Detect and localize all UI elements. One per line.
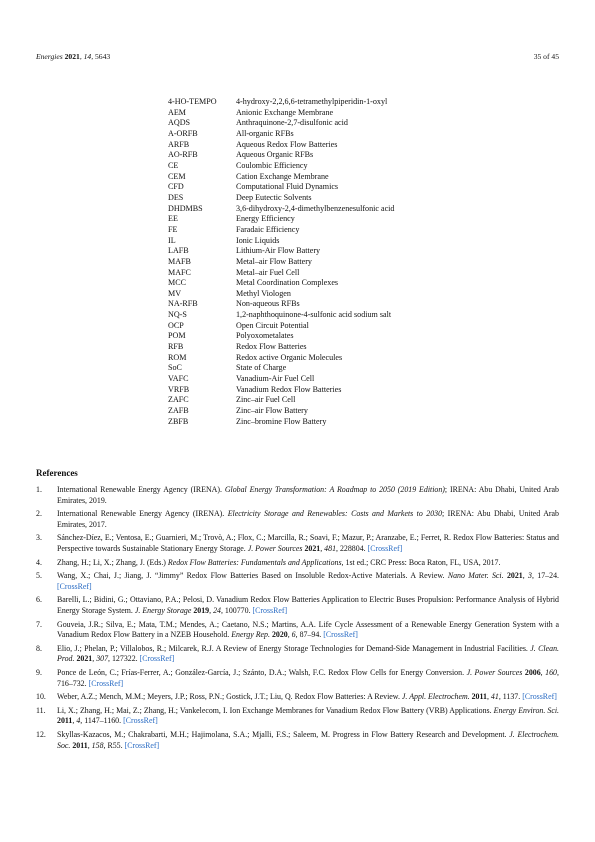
reference-text (57, 620, 559, 641)
abbreviation-row (168, 353, 394, 364)
journal-volume: 14 (83, 52, 92, 61)
reference-item (36, 533, 559, 554)
abbreviation-definition: 4-hydroxy-2,2,6,6-tetramethylpiperidin-1-oxyl (236, 97, 388, 106)
reference-source: 307 (96, 654, 109, 664)
abbreviation-term: AO-RFB (168, 150, 198, 160)
abbreviation-term: DHDMBS (168, 203, 203, 213)
reference-item (36, 620, 559, 641)
crossref-link[interactable]: [CrossRef] (139, 654, 175, 664)
abbreviation-row (168, 97, 394, 108)
abbreviation-definition: Metal Coordination Complexes (236, 278, 339, 288)
reference-text (57, 595, 559, 616)
reference-year: 2011 (471, 692, 487, 702)
abbreviation-definition: Non-aqueous RFBs (236, 299, 300, 309)
reference-source: Nano Mater. Sci. (447, 571, 504, 581)
article-number: 5643 (95, 52, 111, 61)
reference-fragment: , (287, 630, 292, 640)
abbreviation-definition: Metal–air Flow Battery (236, 256, 312, 266)
reference-fragment: ; IRENA: Abu Dhabi, United Arab Emirates, 2019. (57, 485, 560, 505)
abbreviation-row (168, 204, 394, 215)
crossref-link[interactable]: [CrossRef] (522, 692, 557, 702)
abbreviation-term: VRFB (168, 384, 190, 394)
abbreviation-row (168, 214, 394, 225)
abbreviation-row (168, 363, 394, 374)
abbreviation-row (168, 172, 394, 183)
reference-fragment: , (209, 605, 214, 615)
reference-fragment: Wang, X.; Chai, J.; Jiang, J. “Jimmy” Redox Flow Batteries Based on Insoluble Redox-Active Materials. A Review. (57, 571, 448, 581)
journal-year: 2021 (64, 52, 80, 61)
abbreviation-row (168, 257, 394, 268)
abbreviation-definition: Redox active Organic Molecules (236, 352, 343, 362)
abbreviation-term: A-ORFB (168, 128, 198, 138)
abbreviation-row (168, 374, 394, 385)
reference-fragment: Zhang, H.; Li, X.; Zhang, J. (Eds.) (57, 557, 168, 567)
reference-year: 2019 (193, 605, 210, 615)
reference-source: 3 (528, 571, 532, 581)
reference-text (57, 706, 559, 727)
reference-fragment: , 17–24. (531, 571, 559, 581)
reference-item (36, 706, 559, 727)
abbreviation-term: MCC (168, 278, 186, 288)
abbreviation-term: CE (168, 160, 179, 170)
reference-item (36, 558, 559, 569)
reference-fragment: , (72, 716, 77, 726)
reference-fragment: , 228804. (336, 543, 368, 553)
abbreviation-definition: Lithium-Air Flow Battery (236, 246, 321, 256)
abbreviation-term: CFD (168, 182, 184, 192)
reference-year: 2021 (506, 571, 523, 581)
reference-source: J. Energy Storage (134, 605, 192, 615)
abbreviation-term: AQDS (168, 118, 191, 128)
reference-source: 481 (324, 543, 337, 553)
references-list (36, 485, 559, 754)
reference-item (36, 571, 559, 592)
reference-text (57, 730, 559, 751)
abbreviation-term: RFB (168, 342, 184, 352)
reference-number: 3. (36, 533, 42, 543)
reference-fragment: , (320, 543, 325, 553)
reference-source: Redox Flow Batteries: Fundamentals and Applications (167, 557, 342, 567)
reference-number: 7. (36, 619, 42, 629)
journal-name: Energies (36, 52, 63, 61)
abbreviation-row (168, 118, 394, 129)
crossref-link[interactable]: [CrossRef] (57, 581, 92, 591)
abbreviation-term: LAFB (168, 246, 189, 256)
reference-source: J. Power Sources (247, 543, 303, 553)
abbreviation-row (168, 129, 394, 140)
reference-source: 6 (291, 630, 296, 640)
reference-fragment: Weber, A.Z.; Mench, M.M.; Meyers, J.P.; Ross, P.N.; Gostick, J.T.; Liu, Q. Redox Flow Batteries: A Review. (57, 692, 402, 702)
abbreviation-definition: Ionic Liquids (236, 235, 280, 245)
crossref-link[interactable]: [CrossRef] (367, 543, 403, 553)
reference-item (36, 485, 559, 506)
abbreviation-term: MV (168, 288, 182, 298)
reference-text (57, 485, 559, 506)
reference-year: 2006 (524, 668, 541, 677)
abbreviation-term: VAFC (168, 374, 189, 384)
reference-source: Electricity Storage and Renewables: Costs and Markets to 2030 (227, 509, 443, 519)
abbreviation-definition: Anthraquinone-2,7-disulfonic acid (236, 118, 348, 128)
abbreviation-term: SoC (168, 363, 182, 373)
reference-fragment: International Renewable Energy Agency (IRENA). (57, 485, 225, 494)
abbreviation-definition: Vanadium Redox Flow Batteries (236, 384, 342, 394)
reference-number: 1. (36, 485, 42, 494)
reference-text (57, 533, 559, 554)
abbreviation-term: ZBFB (168, 416, 189, 426)
reference-number: 10. (36, 692, 46, 702)
crossref-link[interactable]: [CrossRef] (252, 605, 288, 615)
reference-text (57, 558, 559, 569)
abbreviation-definition: Metal–air Fuel Cell (236, 267, 300, 277)
reference-source: 158 (91, 740, 104, 750)
reference-fragment: , (522, 571, 529, 581)
abbreviation-row (168, 321, 394, 332)
reference-number: 12. (36, 730, 46, 740)
abbreviation-row (168, 225, 394, 236)
reference-year: 2011 (72, 740, 88, 750)
reference-number: 8. (36, 643, 42, 653)
reference-source: J. Clean. Prod. (57, 643, 559, 664)
abbreviation-term: ROM (168, 352, 187, 362)
reference-source: 24 (213, 605, 221, 615)
abbreviation-definition: Open Circuit Potential (236, 320, 309, 330)
reference-text (57, 644, 559, 665)
abbreviation-term: OCP (168, 320, 184, 330)
abbreviation-definition: Aqueous Organic RFBs (236, 150, 314, 160)
reference-source: Energy Rep. (231, 630, 270, 640)
reference-fragment: Sánchez-Díez, E.; Ventosa, E.; Guarnieri, M.; Trovò, A.; Flox, C.; Marcilla, R.; Soavi, F.; Mazur, P.; Aranzabe, E.; Ferret, R. Redox Flow Batteries: Status and Perspective towards Sustainable Stationary Energy Storage. (57, 533, 559, 553)
reference-fragment: , 127322. (108, 654, 140, 664)
reference-item (36, 668, 559, 689)
abbreviation-row (168, 150, 394, 161)
abbreviation-definition: Aqueous Redox Flow Batteries (236, 139, 338, 149)
abbreviation-term: MAFB (168, 256, 191, 266)
abbreviation-definition: Methyl Viologen (236, 288, 291, 298)
reference-fragment: , 1147–1160. (80, 716, 124, 726)
reference-item (36, 644, 559, 665)
abbreviation-term: AEM (168, 107, 186, 117)
reference-fragment: International Renewable Energy Agency (IRENA). (57, 509, 228, 519)
abbreviation-row (168, 140, 394, 151)
abbreviations-list (168, 97, 394, 427)
abbreviation-row (168, 193, 394, 204)
abbreviation-definition: 1,2-naphthoquinone-4-sulfonic acid sodium salt (236, 310, 392, 320)
abbreviation-definition: Redox Flow Batteries (236, 342, 307, 352)
reference-text (57, 509, 559, 530)
reference-year: 2021 (76, 654, 93, 664)
reference-source: Global Energy Transformation: A Roadmap to 2050 (2019 Edition) (224, 485, 445, 494)
references-heading: References (36, 468, 78, 478)
abbreviation-definition: Deep Eutectic Solvents (236, 192, 312, 202)
abbreviation-term: ZAFC (168, 395, 189, 405)
reference-fragment: ; IRENA: Abu Dhabi, United Arab Emirates, 2017. (57, 509, 560, 529)
reference-fragment: , (486, 692, 491, 702)
abbreviation-term: ZAFB (168, 406, 189, 416)
crossref-link[interactable]: [CrossRef] (88, 678, 124, 688)
abbreviation-row (168, 299, 394, 310)
reference-number: 9. (36, 668, 42, 677)
abbreviation-term: ARFB (168, 139, 190, 149)
abbreviation-term: IL (168, 235, 176, 245)
abbreviation-term: NQ-S (168, 310, 187, 320)
journal-citation: Energies 2021, 14, 5643 (36, 52, 111, 61)
abbreviation-row (168, 406, 394, 417)
abbreviation-definition: Energy Efficiency (236, 214, 295, 224)
reference-year: 2021 (304, 543, 321, 553)
abbreviation-definition: Vanadium-Air Fuel Cell (236, 374, 315, 384)
abbreviation-definition: State of Charge (236, 363, 287, 373)
reference-fragment: , (87, 740, 92, 750)
abbreviation-row (168, 278, 394, 289)
reference-fragment: , 87–94. (295, 630, 324, 640)
abbreviation-definition: Zinc–bromine Flow Battery (236, 416, 327, 426)
abbreviation-term: EE (168, 214, 178, 224)
reference-year: 2020 (271, 630, 288, 640)
reference-item (36, 730, 559, 751)
abbreviation-definition: 3,6-dihydroxy-2,4-dimethylbenzenesulfonic acid (236, 203, 395, 213)
reference-fragment: , (92, 654, 97, 664)
crossref-link[interactable]: [CrossRef] (124, 740, 160, 750)
abbreviation-term: POM (168, 331, 186, 341)
abbreviation-row (168, 161, 394, 172)
abbreviation-term: 4-HO-TEMPO (168, 97, 217, 106)
abbreviation-term: CEM (168, 171, 186, 181)
abbreviation-row (168, 395, 394, 406)
abbreviation-row (168, 385, 394, 396)
reference-source: J. Electrochem. Soc. (57, 730, 559, 750)
reference-item (36, 595, 559, 616)
reference-number: 4. (36, 557, 42, 567)
abbreviation-row (168, 246, 394, 257)
reference-source: J. Power Sources (466, 668, 523, 677)
abbreviation-row (168, 331, 394, 342)
reference-source: 4 (76, 716, 81, 726)
abbreviation-definition: Zinc–air Flow Battery (236, 406, 308, 416)
reference-fragment: , 100770. (220, 605, 253, 615)
abbreviation-definition: Polyoxometalates (236, 331, 294, 341)
abbreviation-row (168, 108, 394, 119)
abbreviation-definition: Zinc–air Fuel Cell (236, 395, 296, 405)
reference-text (57, 692, 559, 703)
abbreviation-term: NA-RFB (168, 299, 198, 309)
reference-source: 41 (490, 692, 499, 702)
abbreviation-definition: Cation Exchange Membrane (236, 171, 329, 181)
reference-number: 2. (36, 509, 42, 519)
reference-number: 11. (36, 705, 46, 715)
reference-fragment: , 716–732. (57, 668, 559, 688)
reference-fragment: , 1st ed.; CRC Press: Boca Raton, FL, USA, 2017. (341, 557, 501, 567)
page-number: 35 of 45 (533, 52, 559, 61)
abbreviation-term: DES (168, 192, 184, 202)
reference-source: 160 (545, 668, 557, 677)
abbreviation-row (168, 289, 394, 300)
reference-fragment: Skyllas-Kazacos, M.; Chakrabarti, M.H.; Hajimolana, S.A.; Mjalli, F.S.; Saleem, M. Progress in Flow Battery Research and Development. (57, 730, 510, 740)
reference-source: Energy Environ. Sci. (493, 705, 560, 715)
crossref-link[interactable]: [CrossRef] (323, 630, 358, 640)
reference-item (36, 509, 559, 530)
abbreviation-definition: Computational Fluid Dynamics (236, 182, 339, 192)
abbreviation-row (168, 342, 394, 353)
reference-text (57, 571, 559, 592)
reference-fragment: Elio, J.; Phelan, P.; Villalobos, R.; Milcarek, R.J. A Review of Energy Storage Technologies for Demand-Side Management in Industrial Facilities. (57, 643, 531, 653)
abbreviation-row (168, 236, 394, 247)
abbreviation-row (168, 417, 394, 428)
crossref-link[interactable]: [CrossRef] (123, 716, 158, 726)
abbreviation-term: FE (168, 224, 178, 234)
reference-fragment: Barelli, L.; Bidini, G.; Ottaviano, P.A.; Pelosi, D. Vanadium Redox Flow Batteries Application to Electric Buses Propulsion: Performance Analysis of Hybrid Energy Storage System. (57, 595, 559, 615)
reference-fragment: , 1137. (498, 692, 523, 702)
reference-text (57, 668, 559, 689)
reference-fragment: , (540, 668, 546, 677)
abbreviation-row (168, 182, 394, 193)
reference-fragment: Li, X.; Zhang, H.; Mai, Z.; Zhang, H.; Vankelecom, I. Ion Exchange Membranes for Vanadium Redox Flow Battery (VRB) Applications. (57, 705, 494, 715)
reference-item (36, 692, 559, 703)
reference-number: 5. (36, 571, 42, 581)
abbreviation-row (168, 268, 394, 279)
reference-source: J. Appl. Electrochem. (401, 692, 470, 702)
abbreviation-definition: Anionic Exchange Membrane (236, 107, 334, 117)
abbreviation-definition: All-organic RFBs (236, 128, 294, 138)
reference-year: 2011 (57, 716, 73, 726)
reference-fragment: , R55. (103, 740, 125, 750)
reference-number: 6. (36, 595, 42, 605)
reference-fragment: Ponce de León, C.; Frías-Ferrer, A.; González-García, J.; Szánto, D.A.; Walsh, F.C. Redox Flow Cells for Energy Conversion. (57, 668, 467, 677)
abbreviation-definition: Faradaic Efficiency (236, 224, 300, 234)
abbreviation-row (168, 310, 394, 321)
abbreviation-definition: Coulombic Efficiency (236, 160, 308, 170)
reference-fragment: Gouveia, J.R.; Silva, E.; Mata, T.M.; Mendes, A.; Caetano, N.S.; Martins, A.A. Life Cycle Assessment of a Renewable Energy Generation System with a Vanadium Redox Flow Battery in a NZEB Household. (57, 619, 559, 640)
abbreviation-term: MAFC (168, 267, 191, 277)
